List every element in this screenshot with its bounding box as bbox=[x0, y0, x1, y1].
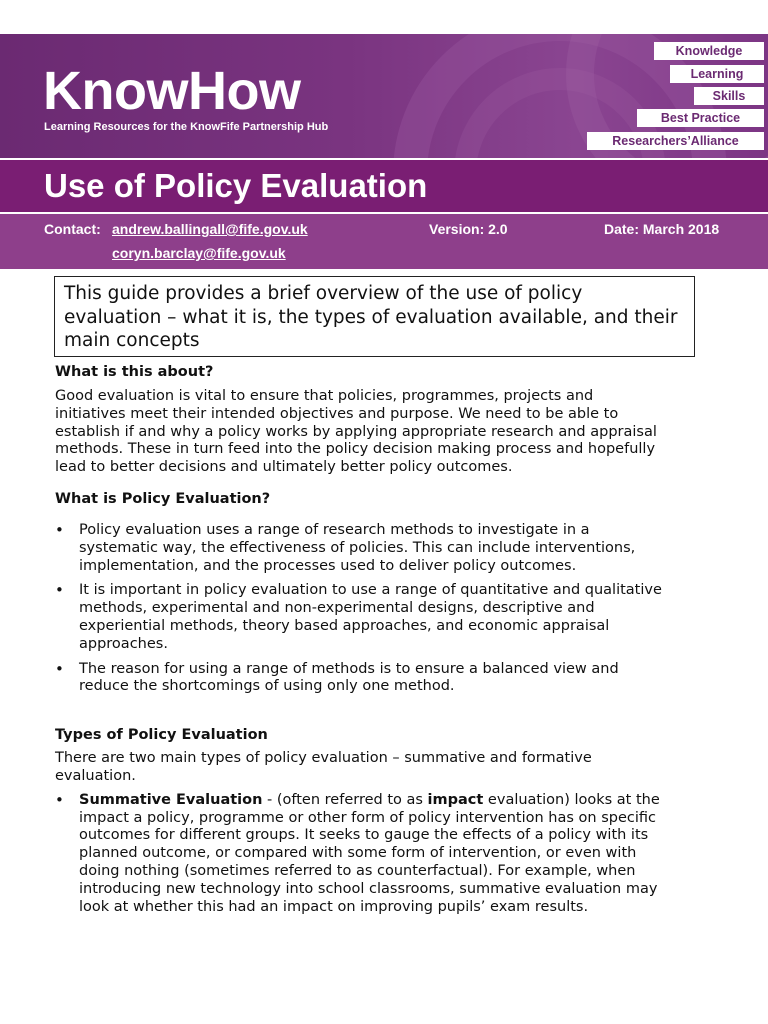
bullet-line: doing nothing (sometimes referred to as counterfactual). For example, when bbox=[79, 862, 636, 879]
section-heading-what: What is Policy Evaluation? bbox=[55, 490, 271, 507]
paragraph-line: methods. These in turn feed into the policy decision making process and hopefully bbox=[55, 441, 656, 458]
paragraph-line: initiatives meet their intended objectives and purpose. We need to be able to bbox=[55, 405, 619, 422]
bullet-line: methods, experimental and non-experimental designs, descriptive and bbox=[79, 600, 595, 617]
paragraph-line: lead to better decisions and ultimately better policy outcomes. bbox=[55, 459, 513, 476]
date-text: Date: March 2018 bbox=[604, 221, 720, 237]
summative-term: Summative Evaluation bbox=[79, 791, 263, 808]
bullet-line: systematic way, the effectiveness of policies. This can include interventions, bbox=[79, 539, 636, 556]
nav-learning-button[interactable]: Learning bbox=[670, 65, 764, 83]
bullet-line: look at whether this had an impact on improving pupils’ exam results. bbox=[79, 898, 589, 915]
paragraph-line: There are two main types of policy evaluation – summative and formative bbox=[55, 750, 592, 767]
paragraph-line: Good evaluation is vital to ensure that policies, programmes, projects and bbox=[55, 388, 594, 404]
contact-band bbox=[0, 214, 768, 269]
intro-summary-box: This guide provides a brief overview of the use of policy evaluation – what it is, the types of evaluation available, and their main concepts bbox=[54, 276, 695, 357]
bullet-line: planned outcome, or compared with some form of intervention, or even with bbox=[79, 845, 637, 862]
knowhow-logo[interactable]: KnowHow bbox=[43, 61, 301, 121]
bullet-line: experiential methods, theory based approaches, and economic appraisal bbox=[79, 617, 610, 634]
types-paragraph bbox=[55, 750, 715, 786]
what-bullet-list bbox=[55, 522, 715, 696]
section-heading-types: Types of Policy Evaluation bbox=[55, 727, 268, 744]
bullet-line bbox=[79, 792, 715, 810]
bullet-line: reduce the shortcomings of using only one method. bbox=[79, 678, 455, 695]
bullet-item bbox=[55, 661, 715, 697]
impact-term: impact bbox=[427, 791, 484, 808]
bullet-line: introducing new technology into school classrooms, summative evaluation may bbox=[79, 880, 658, 897]
bullet-line: outcomes for different groups. It seeks to gauge the effects of a policy with its bbox=[79, 827, 649, 844]
contact-label: Contact: bbox=[44, 221, 101, 237]
about-paragraph bbox=[55, 388, 715, 477]
bullet-item bbox=[55, 522, 715, 575]
paragraph-line: establish if and why a policy works by applying appropriate research and appraisal bbox=[55, 423, 657, 440]
bullet-line: • Policy evaluation uses a range of research methods to investigate in a bbox=[79, 521, 590, 538]
page-title: Use of Policy Evaluation bbox=[44, 167, 428, 204]
inline-text: evaluation) looks at the bbox=[483, 791, 660, 808]
inline-text: - (often referred to as bbox=[262, 791, 428, 808]
nav-best-practice-button[interactable]: Best Practice bbox=[637, 109, 764, 127]
bullet-line: approaches. bbox=[79, 635, 168, 652]
contact-email-link-1[interactable]: andrew.ballingall@fife.gov.uk bbox=[112, 221, 308, 237]
bullet-line: • The reason for using a range of methods is to ensure a balanced view and bbox=[79, 660, 619, 677]
bullet-line: impact a policy, programme or other form of policy intervention has on specific bbox=[79, 809, 656, 826]
nav-knowledge-button[interactable]: Knowledge bbox=[654, 42, 764, 60]
paragraph-line: evaluation. bbox=[55, 767, 136, 784]
logo-tagline: Learning Resources for the KnowFife Partnership Hub bbox=[44, 121, 329, 133]
nav-skills-button[interactable]: Skills bbox=[694, 87, 764, 105]
title-band bbox=[0, 160, 768, 212]
section-heading-about: What is this about? bbox=[55, 364, 214, 380]
types-bullet-list bbox=[55, 792, 715, 917]
bullet-item bbox=[55, 582, 715, 653]
version-text: Version: 2.0 bbox=[429, 221, 508, 237]
bullet-item-summative bbox=[55, 792, 715, 917]
bullet-line: • It is important in policy evaluation to use a range of quantitative and qualitative bbox=[79, 582, 662, 599]
nav-researchers-alliance-button[interactable]: Researchers’Alliance bbox=[587, 132, 764, 150]
bullet-line: implementation, and the processes used to deliver policy outcomes. bbox=[79, 557, 577, 574]
contact-email-link-2[interactable]: coryn.barclay@fife.gov.uk bbox=[112, 245, 286, 261]
header-banner bbox=[0, 34, 768, 158]
main-content bbox=[55, 364, 715, 916]
